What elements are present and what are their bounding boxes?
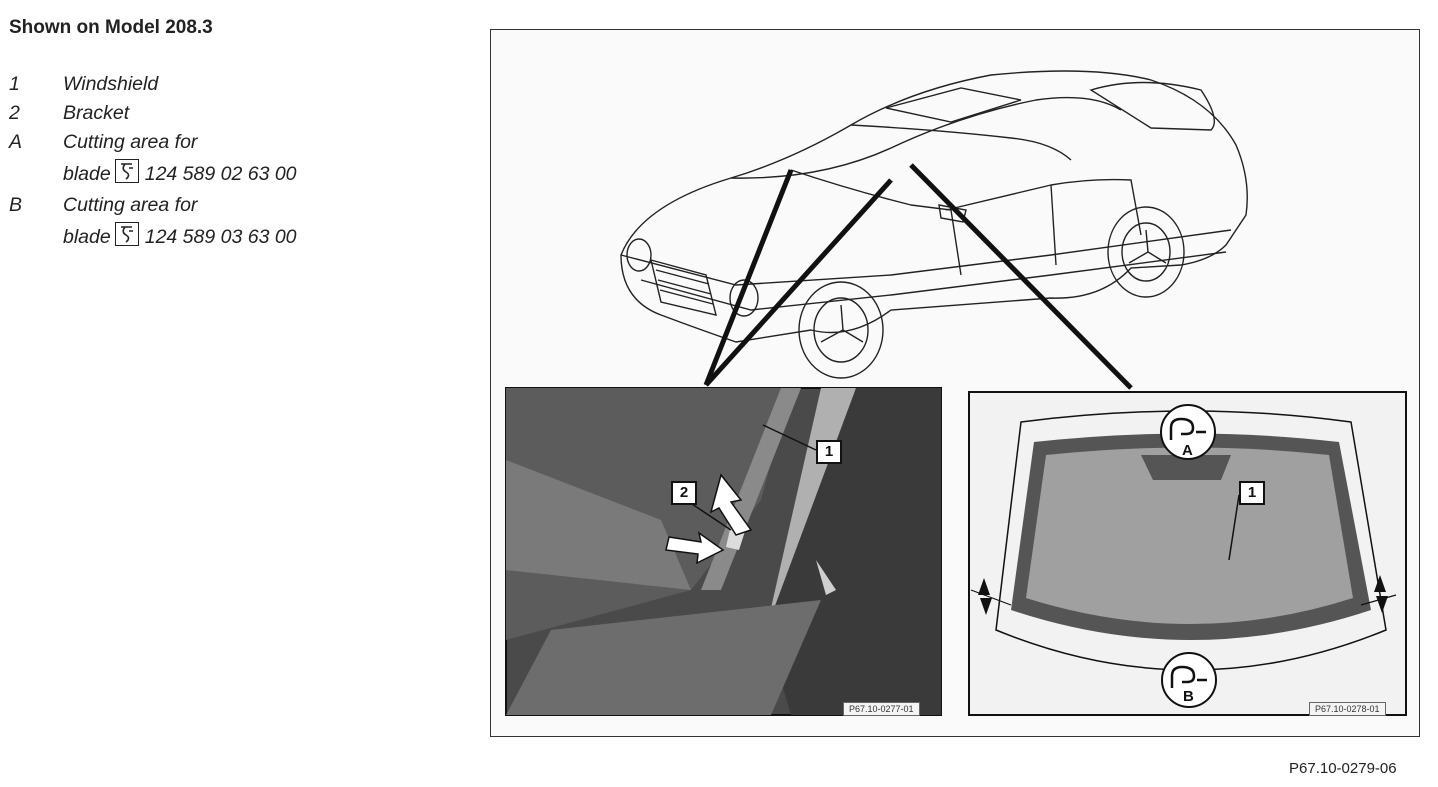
special-tool-icon <box>115 159 139 183</box>
legend-key: 1 <box>9 73 20 95</box>
car-illustration <box>491 30 1421 738</box>
right-windshield-inset <box>969 392 1406 715</box>
left-photo-inset <box>506 388 941 715</box>
figure-frame <box>490 29 1420 737</box>
callout-1-drawing: 1 <box>1239 481 1265 505</box>
blade-label: blade <box>63 226 111 248</box>
special-tool-icon <box>115 222 139 246</box>
legend-text: Bracket <box>63 102 130 124</box>
right-inset-reference: P67.10-0278-01 <box>1309 702 1386 716</box>
callout-1-photo: 1 <box>816 440 842 464</box>
part-number: 124 589 03 63 00 <box>144 226 297 248</box>
legend-key: 2 <box>9 102 20 124</box>
legend-text: Windshield <box>63 73 159 95</box>
cutting-area-a-label: A <box>1182 442 1193 459</box>
cutting-area-b-label: B <box>1183 688 1194 705</box>
part-number: 124 589 02 63 00 <box>144 163 297 185</box>
blade-label: blade <box>63 163 111 185</box>
figure-caption: P67.10-0279-06 <box>1289 760 1397 777</box>
legend-text: Cutting area for <box>63 131 198 153</box>
left-inset-reference: P67.10-0277-01 <box>843 702 920 716</box>
legend-text: Cutting area for <box>63 194 198 216</box>
callout-2-photo: 2 <box>671 481 697 505</box>
legend-key: A <box>9 131 23 153</box>
section-heading: Shown on Model 208.3 <box>9 17 213 38</box>
legend-key: B <box>9 194 23 216</box>
